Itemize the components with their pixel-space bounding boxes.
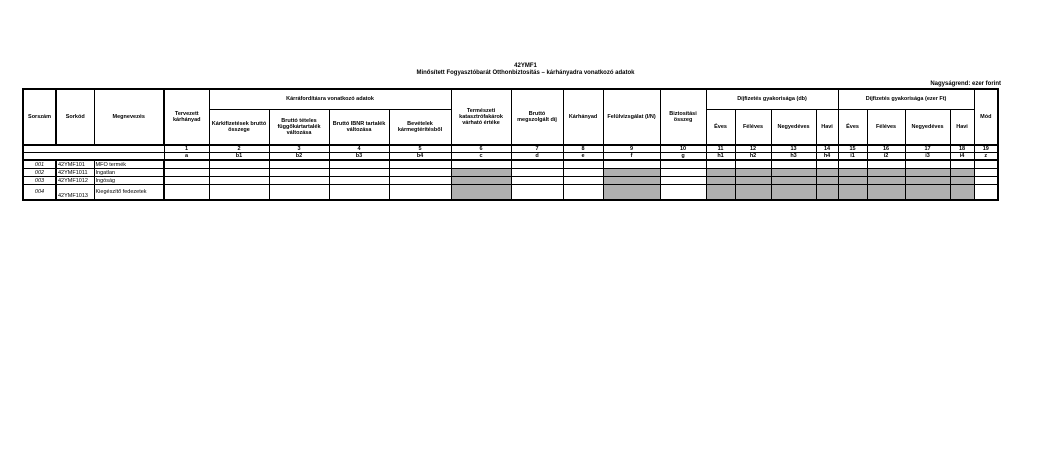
column-number: 10 [660, 145, 706, 153]
disabled-cell [867, 169, 905, 177]
input-cell[interactable] [269, 169, 329, 177]
disabled-cell [950, 169, 974, 177]
input-cell[interactable] [974, 177, 998, 185]
column-code: b4 [389, 153, 451, 161]
table-row [23, 185, 998, 201]
column-code: b1 [209, 153, 269, 161]
column-number: 4 [329, 145, 389, 153]
disabled-cell [451, 177, 511, 185]
col-sorszam: Sorszám [23, 89, 56, 145]
input-cell[interactable] [660, 160, 706, 169]
col-feleves-ft: Féléves [867, 109, 905, 145]
disabled-cell [706, 177, 735, 185]
input-cell[interactable] [209, 185, 269, 201]
input-cell[interactable] [950, 160, 974, 169]
disabled-cell [950, 177, 974, 185]
disabled-cell [603, 185, 660, 201]
input-cell[interactable] [389, 169, 451, 177]
input-cell[interactable] [329, 169, 389, 177]
input-cell[interactable] [816, 160, 838, 169]
row-megnevezes: Ingóság [94, 177, 164, 185]
col-havi-ft: Havi [950, 109, 974, 145]
column-number: 13 [771, 145, 816, 153]
column-number: 3 [269, 145, 329, 153]
row-sorkod: 42YMF1011 [56, 169, 94, 177]
disabled-cell [451, 169, 511, 177]
column-code: g [660, 153, 706, 161]
column-number: 2 [209, 145, 269, 153]
input-cell[interactable] [563, 169, 603, 177]
column-code-row [23, 153, 998, 161]
input-cell[interactable] [269, 177, 329, 185]
col-brutto-teteles: Bruttó tételes függőkártartalék változása [269, 109, 329, 145]
input-cell[interactable] [329, 160, 389, 169]
column-number: 16 [867, 145, 905, 153]
col-karhanyad: Kárhányad [563, 89, 603, 145]
input-cell[interactable] [164, 185, 209, 201]
col-brutto-ibnr: Bruttó IBNR tartalék változása [329, 109, 389, 145]
disabled-cell [816, 169, 838, 177]
input-cell[interactable] [389, 160, 451, 169]
col-eves-db: Éves [706, 109, 735, 145]
input-cell[interactable] [329, 185, 389, 201]
column-code: h3 [771, 153, 816, 161]
disabled-cell [816, 185, 838, 201]
input-cell[interactable] [771, 160, 816, 169]
column-number: 5 [389, 145, 451, 153]
row-megnevezes: Kiegészítő fedezetek [94, 185, 164, 201]
col-termeszeti: Természeti katasztrófakárok várható értéke [451, 89, 511, 145]
column-code: i2 [867, 153, 905, 161]
disabled-cell [838, 177, 867, 185]
column-code: a [164, 153, 209, 161]
column-number: 18 [950, 145, 974, 153]
column-code: i4 [950, 153, 974, 161]
disabled-cell [905, 169, 950, 177]
column-number: 14 [816, 145, 838, 153]
col-mod: Mód [974, 89, 998, 145]
col-negyedeves-ft: Negyedéves [905, 109, 950, 145]
column-number: 1 [164, 145, 209, 153]
input-cell[interactable] [451, 160, 511, 169]
column-code: c [451, 153, 511, 161]
input-cell[interactable] [209, 177, 269, 185]
input-cell[interactable] [563, 177, 603, 185]
col-biztositasi: Biztosítási összeg [660, 89, 706, 145]
row-megnevezes: MFO termék [94, 160, 164, 169]
column-code: h2 [735, 153, 771, 161]
disabled-cell [905, 177, 950, 185]
column-number: 7 [511, 145, 563, 153]
column-number: 9 [603, 145, 660, 153]
input-cell[interactable] [905, 160, 950, 169]
disabled-cell [735, 177, 771, 185]
row-sorszam: 001 [23, 160, 56, 169]
disabled-cell [771, 185, 816, 201]
disabled-cell [451, 185, 511, 201]
disabled-cell [838, 185, 867, 201]
disabled-cell [950, 185, 974, 201]
disabled-cell [603, 177, 660, 185]
input-cell[interactable] [563, 185, 603, 201]
col-felulvizsgalat: Felülvizsgálat (I/N) [603, 89, 660, 145]
input-cell[interactable] [660, 169, 706, 177]
col-group-karraforditas: Kárráfordításra vonatkozó adatok [209, 89, 451, 109]
table-row [23, 177, 998, 185]
input-cell[interactable] [974, 185, 998, 201]
form-code: 42YMF1 [514, 63, 537, 69]
disabled-cell [838, 169, 867, 177]
column-code: z [974, 153, 998, 161]
disabled-cell [735, 185, 771, 201]
row-sorkod: 42YMF1013 [56, 185, 94, 201]
col-megnevezes: Megnevezés [94, 89, 164, 145]
column-code: b3 [329, 153, 389, 161]
input-cell[interactable] [329, 177, 389, 185]
col-eves-ft: Éves [838, 109, 867, 145]
input-cell[interactable] [660, 177, 706, 185]
row-megnevezes: Ingatlan [94, 169, 164, 177]
row-sorkod: 42YMF101 [56, 160, 94, 169]
disabled-cell [735, 169, 771, 177]
input-cell[interactable] [603, 160, 660, 169]
column-code: i3 [905, 153, 950, 161]
column-code: b2 [269, 153, 329, 161]
form-title: Minősített Fogyasztóbarát Otthonbiztosítás – kárhányadra vonatkozó adatok [416, 70, 635, 76]
input-cell[interactable] [511, 177, 563, 185]
disabled-cell [603, 169, 660, 177]
input-cell[interactable] [974, 160, 998, 169]
input-cell[interactable] [735, 160, 771, 169]
col-bevetelek: Bevételek kármegtérítésből [389, 109, 451, 145]
input-cell[interactable] [660, 185, 706, 201]
column-number: 15 [838, 145, 867, 153]
col-group-dij-db: Díjfizetés gyakorisága (db) [706, 89, 838, 109]
column-number-row [23, 145, 998, 153]
row-sorkod: 42YMF1012 [56, 177, 94, 185]
input-cell[interactable] [209, 169, 269, 177]
disabled-cell [816, 177, 838, 185]
input-cell[interactable] [838, 160, 867, 169]
column-number: 11 [706, 145, 735, 153]
col-group-dij-ft: Díjfizetés gyakorisága (ezer Ft) [838, 89, 974, 109]
col-sorkod: Sorkód [56, 89, 94, 145]
col-feleves-db: Féléves [735, 109, 771, 145]
disabled-cell [706, 185, 735, 201]
unit-label: Nagyságrend: ezer forint [930, 81, 1001, 87]
row-sorszam: 002 [23, 169, 56, 177]
disabled-cell [771, 177, 816, 185]
input-cell[interactable] [511, 185, 563, 201]
column-code: d [511, 153, 563, 161]
input-cell[interactable] [511, 160, 563, 169]
column-number: 19 [974, 145, 998, 153]
input-cell[interactable] [269, 160, 329, 169]
col-negyedeves-db: Negyedéves [771, 109, 816, 145]
col-tervezett: Tervezett kárhányad [164, 89, 209, 145]
table-row [23, 169, 998, 177]
input-cell[interactable] [706, 160, 735, 169]
input-cell[interactable] [164, 177, 209, 185]
disabled-cell [867, 185, 905, 201]
table-row [23, 160, 998, 169]
column-number: 17 [905, 145, 950, 153]
column-code: e [563, 153, 603, 161]
column-code: i1 [838, 153, 867, 161]
disabled-cell [706, 169, 735, 177]
input-cell[interactable] [269, 185, 329, 201]
column-number: 12 [735, 145, 771, 153]
column-number: 8 [563, 145, 603, 153]
blank-cell [23, 153, 164, 161]
input-cell[interactable] [389, 185, 451, 201]
row-sorszam: 003 [23, 177, 56, 185]
data-table [22, 88, 999, 201]
input-cell[interactable] [389, 177, 451, 185]
col-karkifizetesek: Kárkifizetések bruttó összege [209, 109, 269, 145]
disabled-cell [905, 185, 950, 201]
column-code: h1 [706, 153, 735, 161]
column-code: f [603, 153, 660, 161]
input-cell[interactable] [164, 160, 209, 169]
input-cell[interactable] [511, 169, 563, 177]
blank-cell [23, 145, 164, 153]
input-cell[interactable] [974, 169, 998, 177]
col-brutto-dij: Bruttó megszolgált díj [511, 89, 563, 145]
col-havi-db: Havi [816, 109, 838, 145]
input-cell[interactable] [563, 160, 603, 169]
input-cell[interactable] [209, 160, 269, 169]
column-number: 6 [451, 145, 511, 153]
input-cell[interactable] [164, 169, 209, 177]
disabled-cell [867, 177, 905, 185]
input-cell[interactable] [867, 160, 905, 169]
disabled-cell [771, 169, 816, 177]
row-sorszam: 004 [23, 185, 56, 201]
column-code: h4 [816, 153, 838, 161]
